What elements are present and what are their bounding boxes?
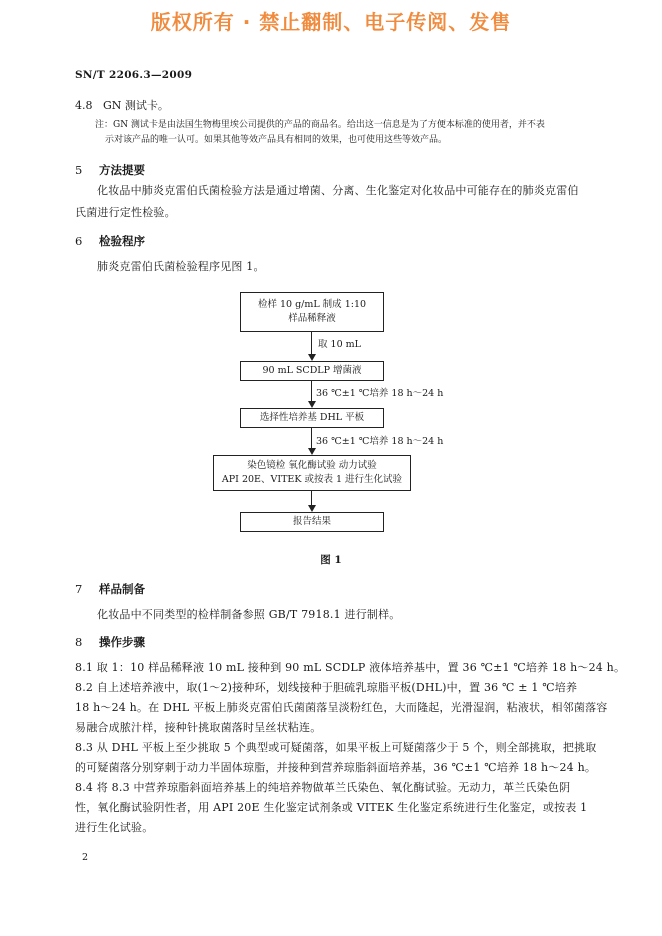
section-5-line-1: 化妆品中肺炎克雷伯氏菌检验方法是通过增菌、分离、生化鉴定对化妆品中可能存在的肺炎克雷伯 <box>97 184 579 197</box>
flow-box-report <box>240 512 384 532</box>
item-4-8-number: 4.8 <box>75 99 93 112</box>
section-6-title: 检验程序 <box>99 234 145 248</box>
flow-box-4-line-2: API 20E、VITEK 或按表 1 进行生化试验 <box>221 474 403 485</box>
flow-arrow-1-icon <box>308 354 316 361</box>
flow-connector-3 <box>311 428 312 448</box>
standard-number: SN/T 2206.3—2009 <box>75 69 193 81</box>
figure-caption: 图 1 <box>320 554 342 566</box>
flow-box-3-text: 选择性培养基 DHL 平板 <box>259 412 365 423</box>
flow-arrow-4-icon <box>308 505 316 512</box>
flow-connector-4 <box>311 491 312 505</box>
section-8-line-6: 的可疑菌落分别穿刺于动力半固体琼脂，并接种到营养琼脂斜面培养基，36 ℃±1 ℃培养 18 h～24 h。 <box>75 761 597 774</box>
section-5-title: 方法提要 <box>99 163 145 177</box>
flow-box-sample-dilution <box>240 292 384 332</box>
section-5-heading <box>75 162 145 178</box>
flow-box-4-line-1: 染色镜检 氧化酶试验 动力试验 <box>247 460 377 471</box>
section-6-text: 肺炎克雷伯氏菌检验程序见图 1。 <box>97 260 265 273</box>
section-8-line-3: 18 h～24 h。在 DHL 平板上肺炎克雷伯氏菌菌落呈淡粉红色，大而隆起，光滑湿润，粘液状，相邻菌落容 <box>75 701 608 714</box>
section-5-line-2: 氏菌进行定性检验。 <box>75 206 176 219</box>
page-number: 2 <box>82 852 89 863</box>
section-8-line-2: 8.2 自上述培养液中，取(1～2)接种环，划线接种于胆硫乳琼脂平板(DHL)中，置 36 ℃ ± 1 ℃培养 <box>75 681 578 694</box>
section-6-number: 6 <box>75 234 83 248</box>
item-4-8-text: GN 测试卡。 <box>103 99 169 112</box>
flow-box-5-text: 报告结果 <box>292 516 331 527</box>
section-8-line-5: 8.3 从 DHL 平板上至少挑取 5 个典型或可疑菌落，如果平板上可疑菌落少于 5 个，则全部挑取，把挑取 <box>75 741 597 754</box>
item-4-8 <box>75 97 169 115</box>
section-8-heading <box>75 634 145 650</box>
section-7-heading <box>75 581 145 597</box>
flow-box-identification <box>213 455 411 491</box>
flow-label-2: 36 ℃±1 ℃培养 18 h～24 h <box>316 388 444 399</box>
note-line-2: 示对该产品的唯一认可。如果其他等效产品具有相同的效果，也可使用这些等效产品。 <box>105 135 448 145</box>
flow-box-1-line-1: 检样 10 g/mL 制成 1:10 <box>257 299 367 310</box>
section-7-number: 7 <box>75 582 83 596</box>
section-8-line-8: 性，氧化酶试验阴性者，用 API 20E 生化鉴定试剂条或 VITEK 生化鉴定系统进行生化鉴定，或按表 1 <box>75 801 588 814</box>
section-8-line-1: 8.1 取 1：10 样品稀释液 10 mL 接种到 90 mL SCDLP 液体培养基中，置 36 ℃±1 ℃培养 18 h～24 h。 <box>75 661 626 674</box>
flow-arrow-3-icon <box>308 448 316 455</box>
flow-box-1-line-2: 样品稀释液 <box>288 313 336 324</box>
section-8-title: 操作步骤 <box>99 635 145 649</box>
flow-box-2-text: 90 mL SCDLP 增菌液 <box>262 365 362 376</box>
section-8-line-4: 易融合成脓汁样，接种针挑取菌落时呈丝状粘连。 <box>75 721 322 734</box>
flow-connector-2 <box>311 381 312 401</box>
section-8-line-9: 进行生化试验。 <box>75 821 154 834</box>
section-8-number: 8 <box>75 635 83 649</box>
section-5-number: 5 <box>75 163 83 177</box>
flow-label-1: 取 10 mL <box>318 339 361 350</box>
copyright-watermark: 版权所有 · 禁止翻制、电子传阅、发售 <box>150 10 512 34</box>
flow-label-3: 36 ℃±1 ℃培养 18 h～24 h <box>316 436 444 447</box>
note-line-1: 注：GN 测试卡是由法国生物梅里埃公司提供的产品的商品名。给出这一信息是为了方便本标准的使用者，并不表 <box>95 120 545 130</box>
flow-connector-1 <box>311 332 312 354</box>
section-6-heading <box>75 233 145 249</box>
section-7-title: 样品制备 <box>99 582 145 596</box>
section-7-text: 化妆品中不同类型的检样制备参照 GB/T 7918.1 进行制样。 <box>97 608 401 621</box>
flow-box-dhl-plate <box>240 408 384 428</box>
flow-box-enrichment <box>240 361 384 381</box>
section-8-line-7: 8.4 将 8.3 中营养琼脂斜面培养基上的纯培养物做革兰氏染色、氧化酶试验。无动力，革兰氏染色阴 <box>75 781 571 794</box>
flow-arrow-2-icon <box>308 401 316 408</box>
